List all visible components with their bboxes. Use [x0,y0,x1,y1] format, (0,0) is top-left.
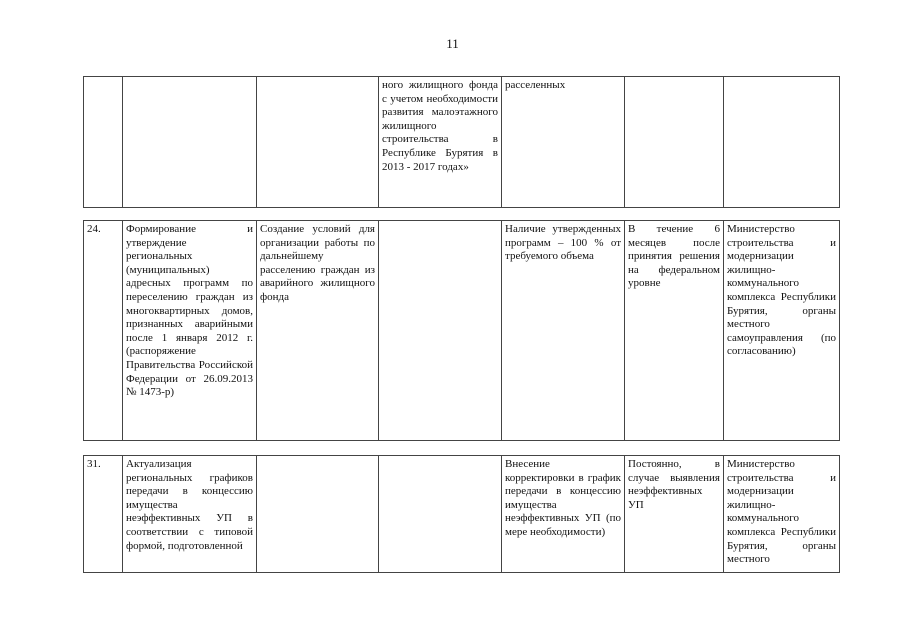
indicator-cell: расселенных [502,77,625,208]
table-fragment-1 [83,76,840,208]
program-cell [379,221,502,441]
table-row [84,456,840,573]
table-row [84,77,840,208]
goal-cell [257,77,379,208]
program-cell: ного жилищного фонда с учетом необходимости развития малоэтажного жилищного строительства в Республике Бурятия в 2013 - 2017 годах» [379,77,502,208]
event-cell: Формирование и утверждение региональных (муниципальных) адресных программ по переселению граждан из многоквартирных домов, признанных аварийными после 1 января 2012 г. (распоряжение Правительства Российской Федерации от 26.09.2013 № 1473-р) [123,221,257,441]
term-cell: В течение 6 месяцев после принятия решения на федеральном уровне [625,221,724,441]
row-number: 24. [84,221,123,441]
table-fragment-2 [83,220,840,441]
indicator-cell: Внесение корректировки в график передачи в концессию имущества неэффективных УП (по мере необходимости) [502,456,625,573]
goal-cell: Создание условий для организации работы по дальнейшему расселению граждан из аварийного жилищного фонда [257,221,379,441]
table-row [84,221,840,441]
table-fragment-3 [83,455,840,573]
term-cell [625,77,724,208]
term-cell: Постоянно, в случае выявления неэффективных УП [625,456,724,573]
row-number [84,77,123,208]
page-number: 11 [446,36,459,51]
executor-cell [724,77,840,208]
event-cell [123,77,257,208]
executor-cell: Министерство строительства и модернизации жилищно-коммунального комплекса Республики Бурятия, органы местного [724,456,840,573]
goal-cell [257,456,379,573]
row-number: 31. [84,456,123,573]
event-cell: Актуализация региональных графиков передачи в концессию имущества неэффективных УП в соответствии с типовой формой, подготовленной [123,456,257,573]
program-cell [379,456,502,573]
executor-cell: Министерство строительства и модернизации жилищно-коммунального комплекса Республики Бурятия, органы местного самоуправления (по согласованию) [724,221,840,441]
indicator-cell: Наличие утвержденных программ – 100 % от требуемого объема [502,221,625,441]
